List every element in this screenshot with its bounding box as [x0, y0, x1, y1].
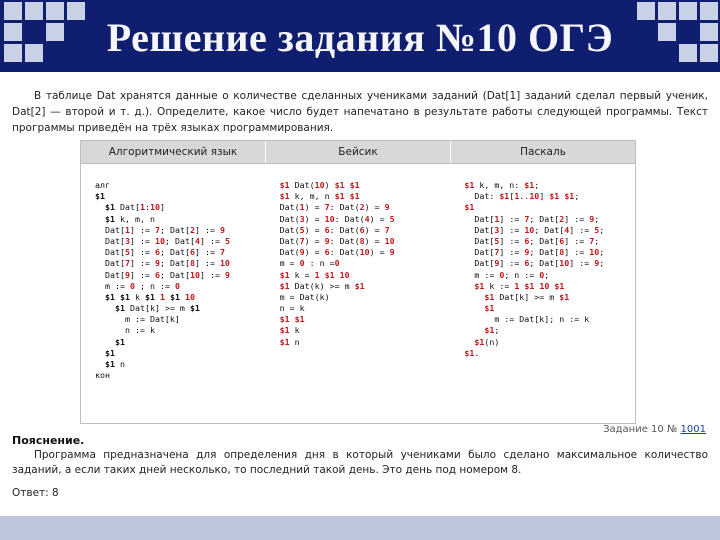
algo-line: Dat[9] := 6; Dat[10] := 9 — [95, 269, 230, 280]
basic-line: Dat(7) = 9: Dat(8) = 10 — [279, 235, 395, 246]
task-label: Задание 10 № — [603, 424, 678, 435]
algo-line: Dat[7] := 9; Dat[8] := 10 — [95, 258, 230, 269]
algo-line: $1 Dat[1:10] — [105, 202, 165, 213]
algo-line: Dat[5] := 6; Dat[6] := 7 — [95, 247, 225, 258]
explanation — [12, 448, 708, 478]
header-basic: Бейсик — [266, 141, 451, 163]
pascal-line: m := 0; n := 0; — [464, 269, 550, 280]
pascal-line: $1 Dat[k] >= m $1 — [484, 291, 570, 302]
basic-line: Dat(9) = 6: Dat(10) = 9 — [279, 247, 395, 258]
algo-line: Dat[3] := 10; Dat[4] := 5 — [95, 235, 230, 246]
algo-line: Dat[1] := 7; Dat[2] := 9 — [95, 224, 225, 235]
basic-line: $1 k, m, n $1 $1 — [279, 191, 360, 202]
pascal-line: $1 k := 1 $1 10 $1 — [474, 280, 565, 291]
algo-line: $1 — [105, 347, 115, 358]
basic-line: Dat(1) = 7: Dat(2) = 9 — [279, 202, 390, 213]
code-table-header — [81, 141, 635, 164]
basic-line: $1 n — [279, 336, 300, 347]
pascal-line: $1 — [484, 303, 495, 314]
pascal-line: Dat[9] := 6; Dat[10] := 9; — [464, 258, 605, 269]
algo-line: n := k — [95, 325, 155, 336]
algo-line: $1 — [95, 191, 105, 202]
algo-line: $1 $1 k $1 1 $1 10 — [105, 291, 195, 302]
task-link[interactable]: 1001 — [680, 424, 706, 435]
pascal-line: Dat[7] := 9; Dat[8] := 10; — [464, 247, 605, 258]
basic-line: m = 0 : n =0 — [279, 258, 340, 269]
pascal-line: Dat: $1[1..10] $1 $1; — [464, 191, 580, 202]
basic-line: $1 k — [279, 325, 300, 336]
algo-line: $1 n — [105, 359, 125, 369]
pascal-line: $1 k, m, n: $1; — [464, 180, 540, 190]
code-column-algo — [81, 164, 266, 422]
pascal-line: $1. — [464, 347, 480, 358]
basic-line: $1 Dat(k) >= m $1 — [279, 280, 365, 291]
pascal-line: $1 — [464, 202, 475, 213]
slide-header — [0, 0, 720, 72]
header-pascal: Паскаль — [520, 146, 566, 158]
code-table — [80, 140, 636, 424]
basic-line: $1 k = 1 $1 10 — [279, 269, 350, 280]
pascal-line: m := Dat[k]; n := k — [464, 314, 590, 325]
task-intro-text: В таблице Dat хранятся данные о количестве сделанных учениками заданий (Dat[1] заданий сделал первый ученик, Dat[2] — второй и т. д.). Определите, какое число будет напечатано в результате работы следующей программы. Текст программы приведён на трёх языках программирования. — [12, 90, 708, 134]
task-intro — [12, 88, 708, 136]
basic-line: Dat(5) = 6: Dat(6) = 7 — [279, 224, 390, 235]
pascal-line: $1(n) — [474, 336, 500, 347]
algo-line: алг — [95, 180, 110, 190]
pascal-line: Dat[3] := 10; Dat[4] := 5; — [464, 224, 605, 235]
header-algo: Алгоритмический язык — [81, 141, 266, 163]
task-reference — [603, 424, 706, 435]
explanation-title: Пояснение. — [12, 434, 85, 447]
pascal-line: $1; — [484, 325, 500, 336]
slide-footer-bar — [0, 516, 720, 540]
basic-line: m = Dat(k) — [279, 291, 330, 302]
answer: Ответ: 8 — [12, 487, 59, 499]
algo-line: кон — [95, 370, 110, 381]
algo-line: $1 Dat[k] >= m $1 — [114, 303, 200, 314]
explanation-text: Программа предназначена для определения дня в который учениками было сделано максимальное количество заданий, а если таких дней несколько, то последний такой день. Это день под номером 8. — [12, 449, 708, 476]
algo-line: $1 — [114, 336, 125, 347]
pascal-line: Dat[5] := 6; Dat[6] := 7; — [464, 235, 600, 246]
basic-line: Dat(3) = 10: Dat(4) = 5 — [279, 213, 395, 224]
code-column-pascal — [450, 164, 635, 422]
code-column-basic — [266, 164, 451, 422]
algo-line: m := 0 ; n := 0 — [95, 280, 180, 291]
basic-line: $1 $1 — [279, 314, 305, 325]
algo-line: $1 k, m, n — [105, 213, 155, 224]
basic-line: n = k — [279, 303, 305, 314]
basic-line: $1 Dat(10) $1 $1 — [279, 180, 360, 190]
slide-title: Решение задания №10 ОГЭ — [106, 15, 614, 60]
algo-line: m := Dat[k] — [95, 314, 180, 325]
pascal-line: Dat[1] := 7; Dat[2] := 9; — [464, 213, 600, 224]
